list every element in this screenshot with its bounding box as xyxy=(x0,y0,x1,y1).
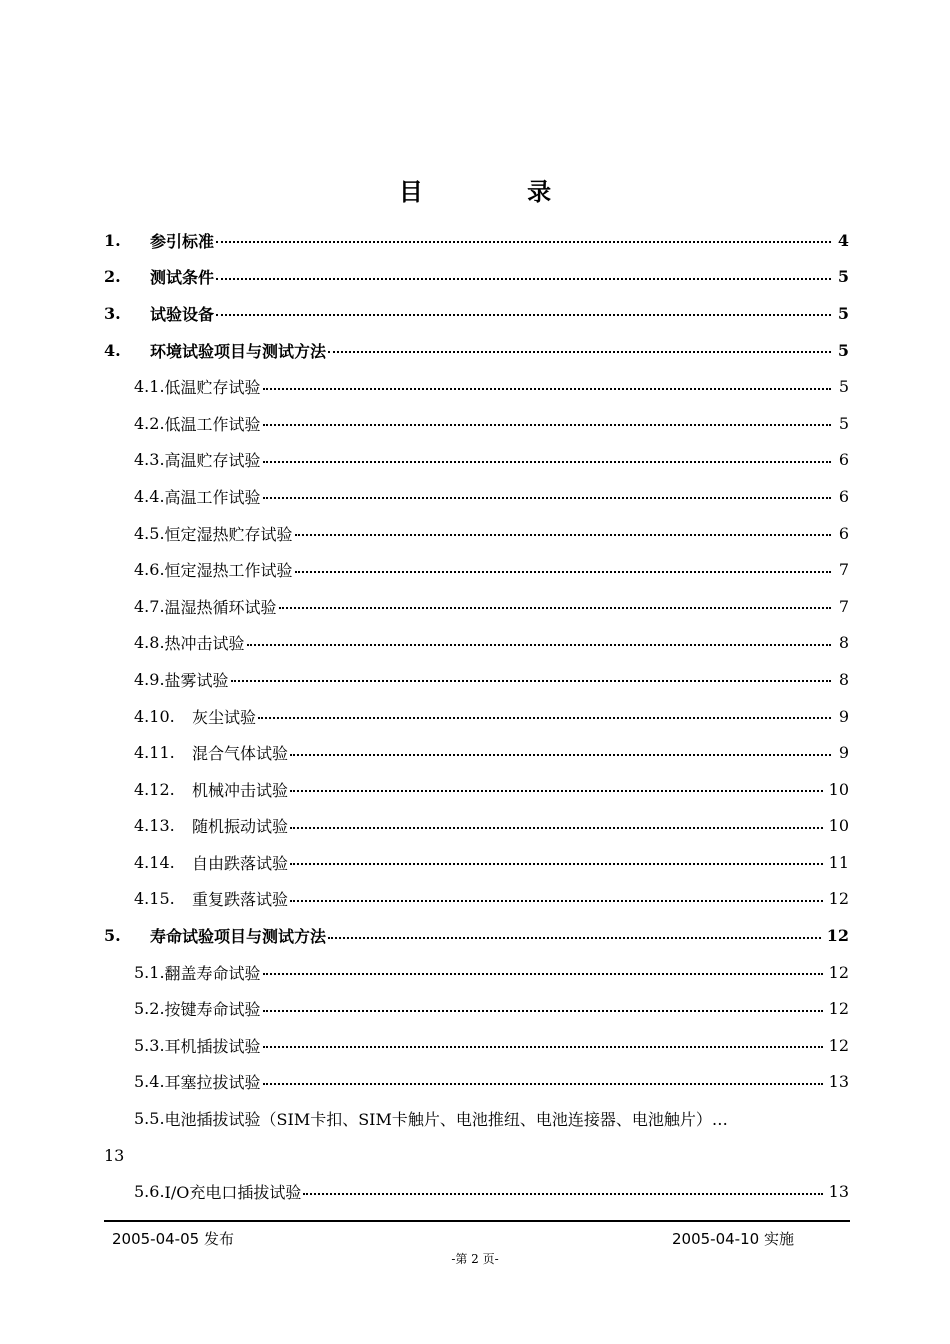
toc-entry-label: 测试条件 xyxy=(150,268,215,288)
toc-entry-number: 4.12. xyxy=(134,779,175,799)
toc-entry-label: 高温贮存试验 xyxy=(164,451,261,471)
toc-entry-label: 低温工作试验 xyxy=(164,414,261,434)
toc-entry[interactable] xyxy=(104,844,849,881)
effective-date: 2005-04-10 实施 xyxy=(672,1230,794,1248)
toc-entry-number: 5.3. xyxy=(134,1035,165,1055)
dot-leader xyxy=(279,607,831,609)
toc-entry-number: 5.1. xyxy=(134,962,165,982)
toc-entry-number: 4.6. xyxy=(134,560,165,580)
toc-entry-page: 12 xyxy=(828,999,849,1019)
toc-entry-page: 13 xyxy=(104,1145,125,1165)
dot-leader xyxy=(263,388,831,390)
toc-entry[interactable] xyxy=(104,368,849,405)
toc-entry[interactable] xyxy=(104,1064,849,1101)
toc-entry-page: 10 xyxy=(828,816,849,836)
toc-entry-label: 恒定湿热工作试验 xyxy=(164,561,293,581)
toc-entry-label: 盐雾试验 xyxy=(164,670,229,690)
toc-entry[interactable] xyxy=(104,478,849,515)
toc-title: 目 录 xyxy=(398,177,600,206)
toc-entry-page: 12 xyxy=(826,926,849,946)
toc-entry-number: 5. xyxy=(104,926,121,946)
dot-leader xyxy=(290,827,823,829)
toc-entry-page: 7 xyxy=(838,560,849,580)
toc-entry-number: 4.5. xyxy=(134,523,165,543)
dot-leader xyxy=(303,1193,822,1195)
dot-leader xyxy=(263,1083,823,1085)
toc-entry[interactable] xyxy=(104,771,849,808)
toc-entry[interactable] xyxy=(104,1100,849,1137)
toc-entry-page: 8 xyxy=(838,633,849,653)
toc-entry[interactable] xyxy=(104,881,849,918)
toc-entry-page: 10 xyxy=(828,779,849,799)
toc-entry[interactable] xyxy=(104,588,849,625)
toc-entry-number: 3. xyxy=(104,303,121,323)
dot-leader xyxy=(328,937,821,939)
toc-entry-number: 4.14. xyxy=(134,852,175,872)
toc-entry-number: 4.11. xyxy=(134,743,175,763)
toc-entry-label: 耳塞拉拔试验 xyxy=(164,1073,261,1093)
toc-entry-number: 4.1. xyxy=(134,377,165,397)
toc-entry[interactable] xyxy=(104,698,849,735)
toc-entry-number: 5.2. xyxy=(134,999,165,1019)
toc-entry-number: 4.2. xyxy=(134,413,165,433)
toc-entry-number: 4.10. xyxy=(134,706,175,726)
dot-leader xyxy=(263,1046,823,1048)
dot-leader xyxy=(290,863,823,865)
publish-date: 2005-04-05 发布 xyxy=(112,1230,234,1248)
dot-leader xyxy=(263,461,831,463)
dot-leader xyxy=(263,424,831,426)
toc-entry-page-wrapped xyxy=(104,1137,849,1174)
toc-entry-label: 重复跌落试验 xyxy=(192,890,289,910)
toc-entry-page: 9 xyxy=(838,743,849,763)
toc-entry-number: 5.4. xyxy=(134,1072,165,1092)
toc-entry-label: 恒定湿热贮存试验 xyxy=(164,524,293,544)
toc-entry-number: 4.8. xyxy=(134,633,165,653)
toc-entry[interactable] xyxy=(104,551,849,588)
toc-entry[interactable] xyxy=(104,259,849,296)
toc-entry-number: 5.5. xyxy=(134,1109,165,1129)
dot-leader xyxy=(295,571,831,573)
toc-entry-page: 5 xyxy=(837,267,849,287)
toc-entry-page: 6 xyxy=(838,523,849,543)
toc-entry-label: 随机振动试验 xyxy=(192,817,289,837)
dot-leader xyxy=(290,754,831,756)
toc-entry[interactable] xyxy=(104,515,849,552)
toc-entry-page: 13 xyxy=(828,1072,849,1092)
toc-entry-page: 6 xyxy=(838,486,849,506)
toc-entry-label: 按键寿命试验 xyxy=(164,1000,261,1020)
toc-entry[interactable] xyxy=(104,954,849,991)
toc-entry-page: 12 xyxy=(828,962,849,982)
toc-entry[interactable] xyxy=(104,1027,849,1064)
dot-leader xyxy=(258,717,831,719)
dot-leader xyxy=(290,900,823,902)
toc-entry-label: I/O充电口插拔试验 xyxy=(164,1183,302,1203)
toc-entry-page: 12 xyxy=(828,1035,849,1055)
dot-leader xyxy=(290,790,823,792)
dot-leader xyxy=(295,534,831,536)
toc-entry-label: 耳机插拔试验 xyxy=(164,1036,261,1056)
toc-entry-label: 环境试验项目与测试方法 xyxy=(150,341,327,361)
toc-entry-label: 混合气体试验 xyxy=(192,744,289,764)
toc-entry[interactable] xyxy=(104,808,849,845)
toc-entry-page: 5 xyxy=(837,303,849,323)
table-of-contents xyxy=(104,222,849,1210)
toc-entry-number: 5.6. xyxy=(134,1182,165,1202)
toc-entry[interactable] xyxy=(104,442,849,479)
toc-entry-page: 4 xyxy=(837,230,849,250)
dot-leader xyxy=(263,497,831,499)
toc-entry-page: 11 xyxy=(828,852,849,872)
toc-entry-number: 4.9. xyxy=(134,669,165,689)
toc-entry-page: 13 xyxy=(828,1182,849,1202)
toc-entry-label: 试验设备 xyxy=(150,304,215,324)
dot-leader xyxy=(328,351,831,353)
toc-entry-page: 9 xyxy=(838,706,849,726)
toc-entry[interactable] xyxy=(104,405,849,442)
toc-entry-number: 4.4. xyxy=(134,486,165,506)
dot-leader xyxy=(263,973,823,975)
toc-entry-label: 寿命试验项目与测试方法 xyxy=(150,927,327,947)
toc-entry[interactable] xyxy=(104,222,849,259)
footer-divider xyxy=(104,1220,850,1222)
toc-entry-number: 4.13. xyxy=(134,816,175,836)
toc-entry-page: 5 xyxy=(838,413,849,433)
toc-entry[interactable] xyxy=(104,332,849,369)
toc-entry-label: 灰尘试验 xyxy=(192,707,257,727)
toc-entry[interactable] xyxy=(104,734,849,771)
toc-entry-number: 1. xyxy=(104,230,121,250)
toc-entry-page: 5 xyxy=(838,377,849,397)
toc-entry[interactable] xyxy=(104,295,849,332)
toc-entry-number: 4.15. xyxy=(134,889,175,909)
dot-leader xyxy=(216,278,831,280)
toc-entry-label: 高温工作试验 xyxy=(164,487,261,507)
toc-entry[interactable] xyxy=(104,1173,849,1210)
toc-entry-number: 2. xyxy=(104,267,121,287)
toc-entry-label: 低温贮存试验 xyxy=(164,378,261,398)
toc-entry-label: 机械冲击试验 xyxy=(192,780,289,800)
toc-entry-page: 5 xyxy=(837,340,849,360)
dot-leader xyxy=(247,644,831,646)
toc-entry-label: 温湿热循环试验 xyxy=(164,597,277,617)
toc-entry-number: 4. xyxy=(104,340,121,360)
toc-entry-label: 参引标准 xyxy=(150,231,215,251)
page-number: -第 2 页- xyxy=(451,1252,499,1266)
toc-entry-page: 7 xyxy=(838,596,849,616)
dot-leader xyxy=(216,241,831,243)
toc-entry-number: 4.3. xyxy=(134,450,165,470)
toc-entry-page: 8 xyxy=(838,669,849,689)
toc-entry[interactable] xyxy=(104,990,849,1027)
toc-entry-number: 4.7. xyxy=(134,596,165,616)
toc-entry-label: 翻盖寿命试验 xyxy=(164,963,261,983)
toc-entry-label: 电池插拔试验（SIM卡扣、SIM卡触片、电池推纽、电池连接器、电池触片）… xyxy=(164,1110,728,1130)
toc-entry-label: 热冲击试验 xyxy=(164,634,245,654)
toc-entry-page: 12 xyxy=(828,889,849,909)
toc-entry[interactable] xyxy=(104,917,849,954)
dot-leader xyxy=(216,314,831,316)
toc-entry-label: 自由跌落试验 xyxy=(192,853,289,873)
toc-entry[interactable] xyxy=(104,661,849,698)
toc-entry-page: 6 xyxy=(838,450,849,470)
toc-entry[interactable] xyxy=(104,625,849,662)
dot-leader xyxy=(231,680,831,682)
dot-leader xyxy=(263,1010,823,1012)
